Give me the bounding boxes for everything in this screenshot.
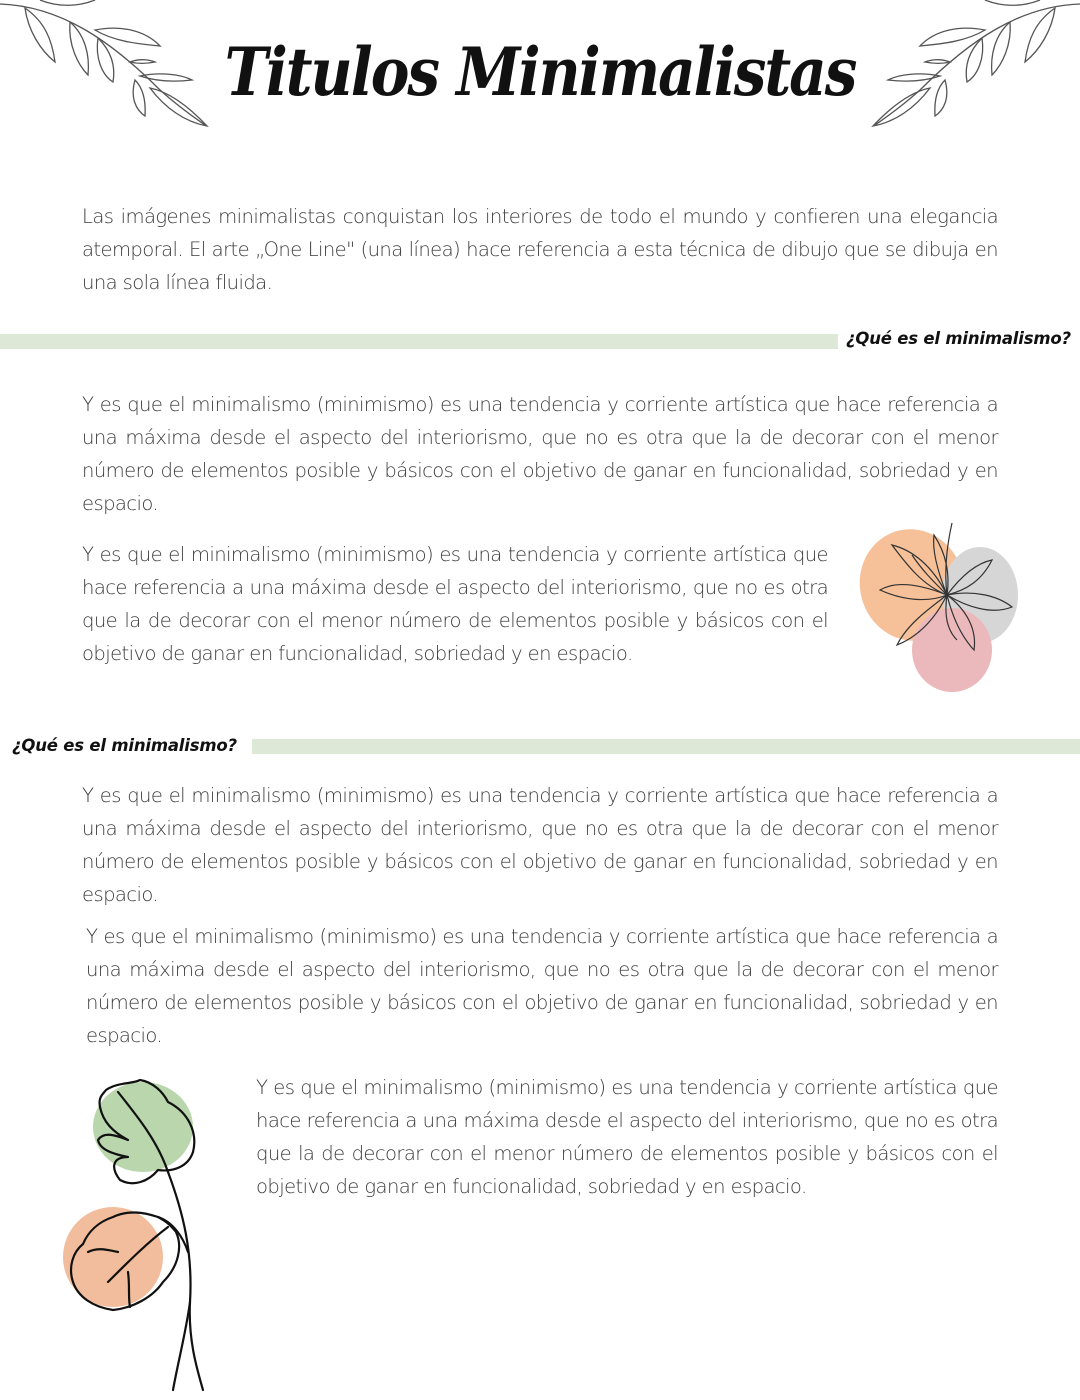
lily-flower-icon bbox=[852, 515, 1027, 695]
monstera-leaf-icon bbox=[58, 1072, 218, 1392]
section-paragraph: Y es que el minimalismo (minimismo) es una tendencia y corriente artística que hace referencia a una máxima desde el aspecto del interiorismo, que no es otra que la de decorar con el menor número de elementos posible y básicos con el objetivo de ganar en funcionalidad, sobriedad y en espacio. bbox=[82, 393, 998, 515]
intro-paragraph: Las imágenes minimalistas conquistan los interiores de todo el mundo y confieren una elegancia atemporal. El arte „One Line" (una línea) hace referencia a esta técnica de dibujo que se dibuja en una sola línea fluida. bbox=[82, 205, 998, 294]
page-title: Titulos Minimalistas bbox=[224, 32, 856, 112]
section-paragraph: Y es que el minimalismo (minimismo) es una tendencia y corriente artística que hace referencia a una máxima desde el aspecto del interiorismo, que no es otra que la de decorar con el menor número de elementos posible y básicos con el objetivo de ganar en funcionalidad, sobriedad y en espacio. bbox=[82, 543, 828, 665]
section-paragraph: Y es que el minimalismo (minimismo) es una tendencia y corriente artística que hace referencia a una máxima desde el aspecto del interiorismo, que no es otra que la de decorar con el menor número de elementos posible y básicos con el objetivo de ganar en funcionalidad, sobriedad y en espacio. bbox=[256, 1076, 998, 1198]
section-heading: ¿Qué es el minimalismo? bbox=[846, 329, 1071, 348]
section-paragraph: Y es que el minimalismo (minimismo) es una tendencia y corriente artística que hace referencia a una máxima desde el aspecto del interiorismo, que no es otra que la de decorar con el menor número de elementos posible y básicos con el objetivo de ganar en funcionalidad, sobriedad y en espacio. bbox=[86, 925, 998, 1047]
section-divider-bar bbox=[0, 334, 838, 349]
section-heading: ¿Qué es el minimalismo? bbox=[12, 736, 237, 755]
section-divider-bar bbox=[252, 739, 1080, 754]
section-paragraph: Y es que el minimalismo (minimismo) es una tendencia y corriente artística que hace referencia a una máxima desde el aspecto del interiorismo, que no es otra que la de decorar con el menor número de elementos posible y básicos con el objetivo de ganar en funcionalidad, sobriedad y en espacio. bbox=[82, 784, 998, 906]
